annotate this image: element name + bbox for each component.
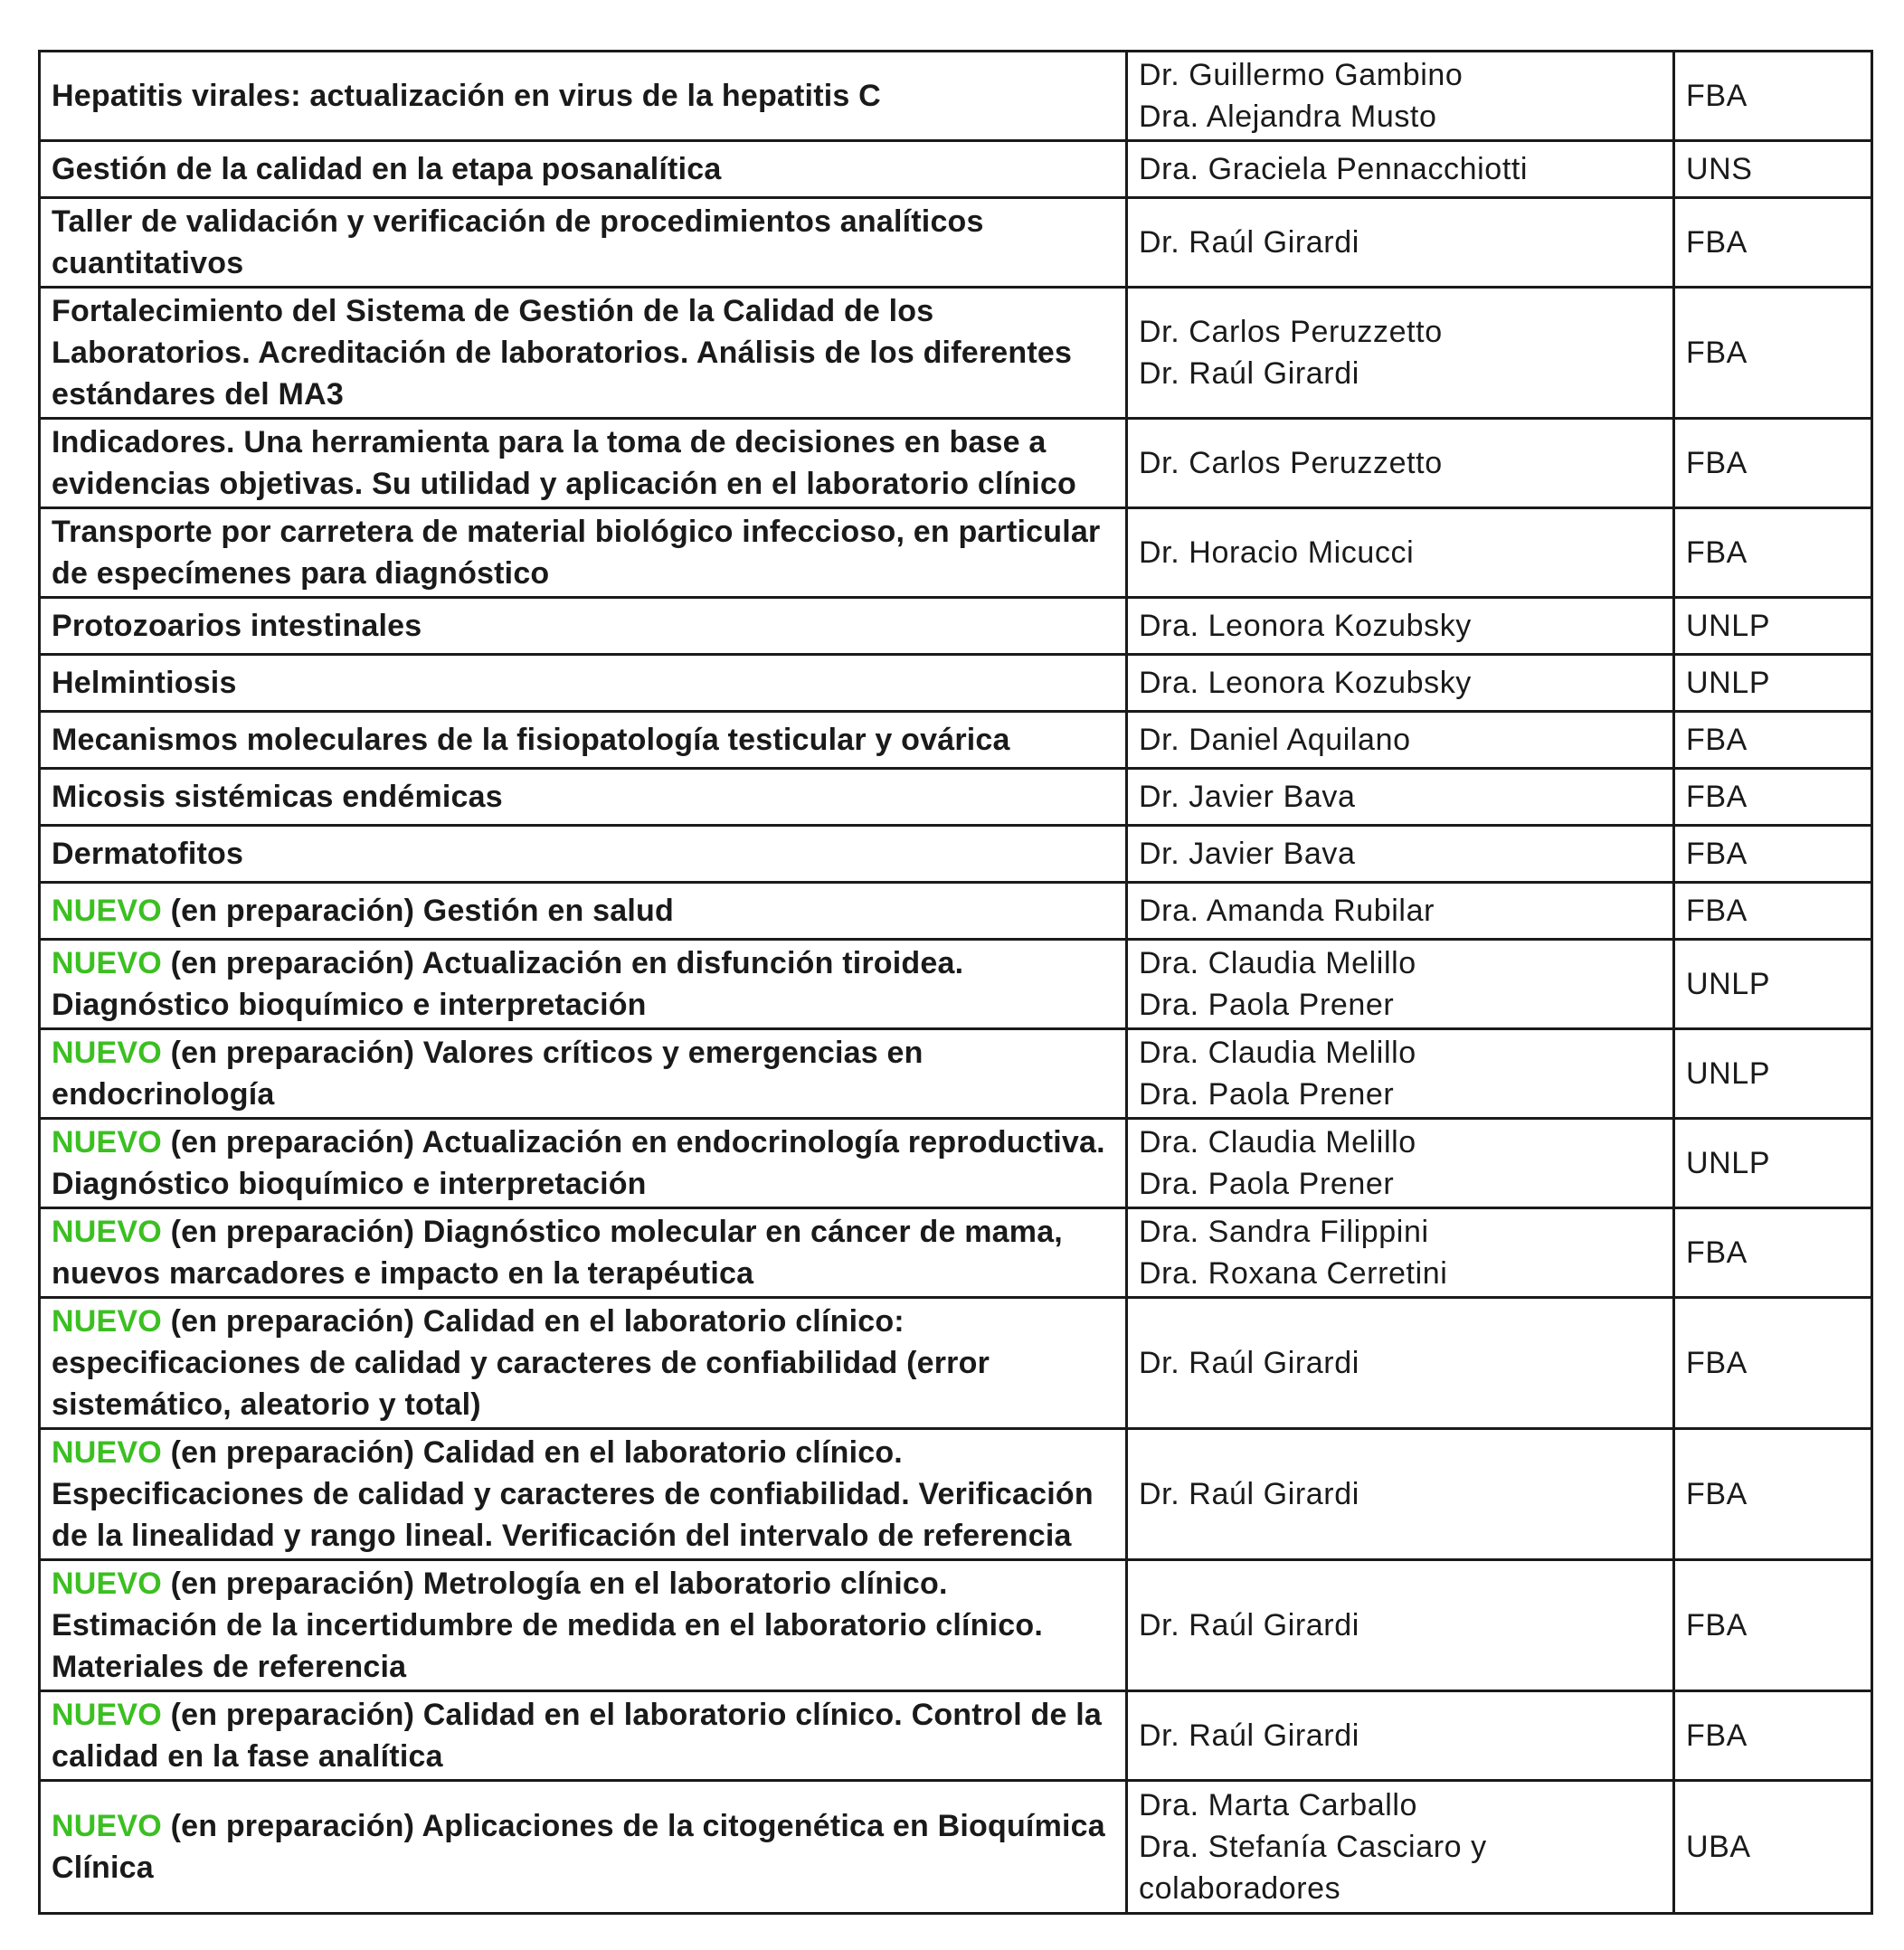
course-title-cell xyxy=(40,598,1127,655)
institution-cell: UNLP xyxy=(1674,1119,1872,1208)
course-title: (en preparación) Valores críticos y emergencias en endocrinología xyxy=(52,1036,924,1112)
table-row xyxy=(40,52,1872,141)
table-row xyxy=(40,655,1872,712)
institution-cell: UNLP xyxy=(1674,940,1872,1029)
teacher-name: Dr. Carlos Peruzzetto xyxy=(1139,315,1443,349)
institution-cell: FBA xyxy=(1674,769,1872,826)
table-row xyxy=(40,883,1872,940)
nuevo-tag: NUEVO xyxy=(52,946,162,980)
teacher-cell xyxy=(1127,1560,1674,1691)
teacher-name: Dra. Roxana Cerretini xyxy=(1139,1256,1448,1291)
teacher-cell xyxy=(1127,508,1674,598)
course-title: Transporte por carretera de material biológico infeccioso, en particular de especímenes para diagnóstico xyxy=(52,515,1101,591)
teacher-name: Dra. Graciela Pennacchiotti xyxy=(1139,152,1529,186)
table-row xyxy=(40,712,1872,769)
teacher-cell xyxy=(1127,288,1674,419)
teacher-cell xyxy=(1127,1429,1674,1560)
teacher-cell xyxy=(1127,1119,1674,1208)
nuevo-tag: NUEVO xyxy=(52,1125,162,1160)
teacher-name: Dra. Alejandra Musto xyxy=(1139,99,1437,134)
teacher-name: Dra. Sandra Filippini xyxy=(1139,1215,1429,1249)
table-row xyxy=(40,1298,1872,1429)
courses-table-body xyxy=(40,52,1872,1914)
institution-cell: UNLP xyxy=(1674,655,1872,712)
teacher-name: Dra. Stefanía Casciaro y xyxy=(1139,1830,1487,1864)
institution-cell: FBA xyxy=(1674,198,1872,288)
teacher-name: Dr. Raúl Girardi xyxy=(1139,356,1359,391)
nuevo-tag: NUEVO xyxy=(52,1567,162,1601)
table-row xyxy=(40,1208,1872,1298)
institution-cell: FBA xyxy=(1674,1429,1872,1560)
course-title-cell xyxy=(40,1560,1127,1691)
course-title: (en preparación) Gestión en salud xyxy=(161,894,674,928)
course-title-cell xyxy=(40,940,1127,1029)
teacher-name: Dra. Paola Prener xyxy=(1139,988,1395,1022)
teacher-cell xyxy=(1127,1781,1674,1914)
teacher-name: Dr. Raúl Girardi xyxy=(1139,1608,1359,1642)
table-row xyxy=(40,141,1872,198)
table-row xyxy=(40,1429,1872,1560)
table-row xyxy=(40,198,1872,288)
teacher-name: Dr. Guillermo Gambino xyxy=(1139,58,1464,92)
teacher-name: Dra. Claudia Melillo xyxy=(1139,1125,1416,1160)
table-row xyxy=(40,1119,1872,1208)
course-title-cell xyxy=(40,141,1127,198)
institution-cell: FBA xyxy=(1674,1560,1872,1691)
course-title-cell xyxy=(40,1029,1127,1119)
course-title-cell xyxy=(40,1208,1127,1298)
course-title: (en preparación) Aplicaciones de la citogenética en Bioquímica Clínica xyxy=(52,1809,1105,1885)
teacher-cell xyxy=(1127,1029,1674,1119)
teacher-cell xyxy=(1127,198,1674,288)
table-row xyxy=(40,1691,1872,1781)
course-title-cell xyxy=(40,1691,1127,1781)
course-title: Helmintiosis xyxy=(52,666,237,700)
institution-cell: FBA xyxy=(1674,52,1872,141)
teacher-cell xyxy=(1127,883,1674,940)
teacher-name: Dr. Raúl Girardi xyxy=(1139,1718,1359,1753)
nuevo-tag: NUEVO xyxy=(52,1304,162,1339)
course-title-cell xyxy=(40,419,1127,508)
course-title-cell xyxy=(40,52,1127,141)
table-row xyxy=(40,826,1872,883)
course-title-cell xyxy=(40,288,1127,419)
nuevo-tag: NUEVO xyxy=(52,1215,162,1249)
teacher-name: Dra. Leonora Kozubsky xyxy=(1139,609,1472,643)
institution-cell: UNLP xyxy=(1674,598,1872,655)
nuevo-tag: NUEVO xyxy=(52,1698,162,1732)
courses-table xyxy=(38,50,1873,1915)
course-title: Dermatofitos xyxy=(52,837,244,871)
course-title: Indicadores. Una herramienta para la toma de decisiones en base a evidencias objetivas. Su utilidad y aplicación en el laboratorio clínico xyxy=(52,425,1076,501)
institution-cell: UNS xyxy=(1674,141,1872,198)
course-title: Taller de validación y verificación de procedimientos analíticos cuantitativos xyxy=(52,204,984,280)
course-title: Hepatitis virales: actualización en virus de la hepatitis C xyxy=(52,79,881,113)
institution-cell: FBA xyxy=(1674,1208,1872,1298)
institution-cell: UNLP xyxy=(1674,1029,1872,1119)
institution-cell: FBA xyxy=(1674,288,1872,419)
teacher-cell xyxy=(1127,1691,1674,1781)
course-title: (en preparación) Actualización en endocrinología reproductiva. Diagnóstico bioquímico e interpretación xyxy=(52,1125,1105,1201)
course-title: Fortalecimiento del Sistema de Gestión de la Calidad de los Laboratorios. Acreditación de laboratorios. Análisis de los diferentes estándares del MA3 xyxy=(52,294,1073,412)
teacher-name: Dr. Horacio Micucci xyxy=(1139,535,1415,570)
teacher-name: Dra. Paola Prener xyxy=(1139,1167,1395,1201)
institution-cell: FBA xyxy=(1674,508,1872,598)
course-title-cell xyxy=(40,712,1127,769)
teacher-cell xyxy=(1127,1298,1674,1429)
course-title-cell xyxy=(40,1781,1127,1914)
institution-cell: FBA xyxy=(1674,712,1872,769)
teacher-name: Dr. Carlos Peruzzetto xyxy=(1139,446,1443,480)
course-title-cell xyxy=(40,1298,1127,1429)
course-title: (en preparación) Diagnóstico molecular en cáncer de mama, nuevos marcadores e impacto en la terapéutica xyxy=(52,1215,1063,1291)
teacher-cell xyxy=(1127,52,1674,141)
course-title-cell xyxy=(40,1429,1127,1560)
teacher-name: Dr. Raúl Girardi xyxy=(1139,1346,1359,1380)
nuevo-tag: NUEVO xyxy=(52,1036,162,1070)
teacher-name: Dra. Paola Prener xyxy=(1139,1077,1395,1112)
teacher-cell xyxy=(1127,826,1674,883)
course-title: Gestión de la calidad en la etapa posanalítica xyxy=(52,152,722,186)
course-title-cell xyxy=(40,655,1127,712)
course-title: Mecanismos moleculares de la fisiopatología testicular y ovárica xyxy=(52,723,1010,757)
teacher-cell xyxy=(1127,141,1674,198)
course-title: (en preparación) Calidad en el laboratorio clínico: especificaciones de calidad y caracteres de confiabilidad (error sistemático, aleatorio y total) xyxy=(52,1304,990,1422)
table-row xyxy=(40,1560,1872,1691)
teacher-name: colaboradores xyxy=(1139,1871,1341,1906)
course-title: (en preparación) Actualización en disfunción tiroidea. Diagnóstico bioquímico e interpretación xyxy=(52,946,964,1022)
teacher-name: Dr. Raúl Girardi xyxy=(1139,1477,1359,1511)
teacher-name: Dr. Daniel Aquilano xyxy=(1139,723,1411,757)
course-title-cell xyxy=(40,883,1127,940)
teacher-cell xyxy=(1127,940,1674,1029)
teacher-name: Dra. Marta Carballo xyxy=(1139,1788,1418,1822)
course-title-cell xyxy=(40,508,1127,598)
nuevo-tag: NUEVO xyxy=(52,1809,162,1843)
teacher-name: Dra. Claudia Melillo xyxy=(1139,1036,1416,1070)
teacher-cell xyxy=(1127,419,1674,508)
teacher-name: Dr. Javier Bava xyxy=(1139,780,1356,814)
table-row xyxy=(40,769,1872,826)
teacher-cell xyxy=(1127,712,1674,769)
teacher-cell xyxy=(1127,769,1674,826)
table-row xyxy=(40,508,1872,598)
teacher-cell xyxy=(1127,598,1674,655)
teacher-cell xyxy=(1127,655,1674,712)
course-title: (en preparación) Calidad en el laboratorio clínico. Control de la calidad en la fase analítica xyxy=(52,1698,1102,1774)
institution-cell: FBA xyxy=(1674,826,1872,883)
course-title-cell xyxy=(40,826,1127,883)
institution-cell: FBA xyxy=(1674,419,1872,508)
teacher-name: Dra. Amanda Rubilar xyxy=(1139,894,1435,928)
teacher-name: Dra. Claudia Melillo xyxy=(1139,946,1416,980)
table-row xyxy=(40,1029,1872,1119)
table-row xyxy=(40,598,1872,655)
table-row xyxy=(40,288,1872,419)
course-title: Micosis sistémicas endémicas xyxy=(52,780,503,814)
institution-cell: FBA xyxy=(1674,883,1872,940)
table-row xyxy=(40,1781,1872,1914)
course-title: (en preparación) Calidad en el laboratorio clínico. Especificaciones de calidad y caracteres de confiabilidad. Verificación de la linealidad y rango lineal. Verificación del intervalo de referencia xyxy=(52,1435,1094,1553)
course-title-cell xyxy=(40,198,1127,288)
nuevo-tag: NUEVO xyxy=(52,1435,162,1470)
teacher-name: Dr. Javier Bava xyxy=(1139,837,1356,871)
table-row xyxy=(40,940,1872,1029)
teacher-name: Dra. Leonora Kozubsky xyxy=(1139,666,1472,700)
institution-cell: FBA xyxy=(1674,1298,1872,1429)
table-row xyxy=(40,419,1872,508)
course-title-cell xyxy=(40,1119,1127,1208)
course-title-cell xyxy=(40,769,1127,826)
institution-cell: UBA xyxy=(1674,1781,1872,1914)
teacher-name: Dr. Raúl Girardi xyxy=(1139,225,1359,260)
course-title: (en preparación) Metrología en el laboratorio clínico. Estimación de la incertidumbre de medida en el laboratorio clínico. Materiales de referencia xyxy=(52,1567,1044,1684)
institution-cell: FBA xyxy=(1674,1691,1872,1781)
course-title: Protozoarios intestinales xyxy=(52,609,422,643)
teacher-cell xyxy=(1127,1208,1674,1298)
nuevo-tag: NUEVO xyxy=(52,894,162,928)
